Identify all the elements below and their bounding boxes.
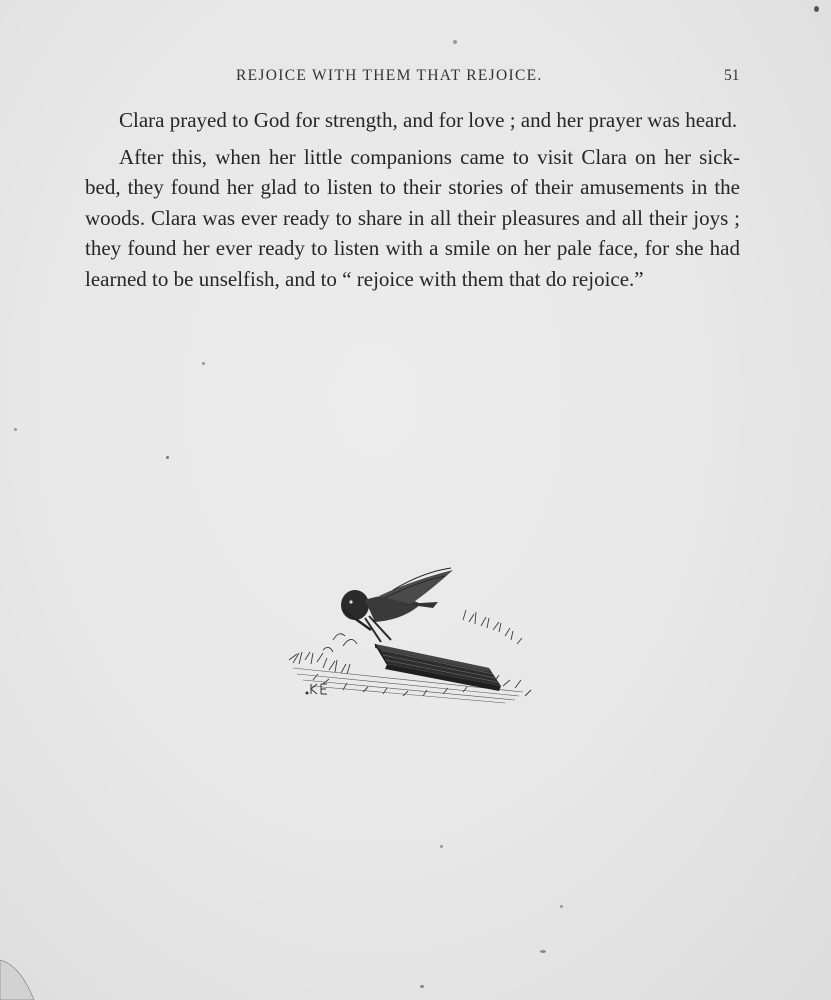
paper-speck — [420, 985, 424, 988]
paper-speck — [166, 456, 169, 459]
page-corner-fold — [0, 955, 40, 1000]
paper-speck — [440, 845, 443, 848]
running-head — [0, 67, 831, 87]
paper-speck — [560, 905, 563, 908]
book-icon — [375, 644, 501, 691]
bird-icon — [341, 568, 453, 642]
paper-speck — [540, 950, 546, 953]
paper-speck — [14, 428, 17, 431]
engraver-monogram-icon — [306, 684, 327, 694]
paragraph-1: Clara prayed to God for strength, and for love ; and her prayer was heard. — [119, 108, 738, 132]
paper-speck — [453, 40, 457, 44]
paper-speck — [814, 6, 819, 12]
running-title: REJOICE WITH THEM THAT REJOICE. — [236, 67, 543, 84]
body-text — [85, 105, 740, 300]
paper-speck — [202, 362, 205, 365]
page-number: 51 — [724, 67, 740, 84]
paragraph-2: After this, when her little companions came to visit Clara on her sick-bed, they found her glad to listen to their stories of their amusements in the woods. Clara was ever ready to share in all their pleasures and all their joys ; they found her ever ready to listen with a smile on her pale face, for she had learned to be unselfish, and to “ rejoice with them that do rejoice.” — [85, 144, 740, 291]
bird-on-book-vignette — [283, 560, 535, 706]
